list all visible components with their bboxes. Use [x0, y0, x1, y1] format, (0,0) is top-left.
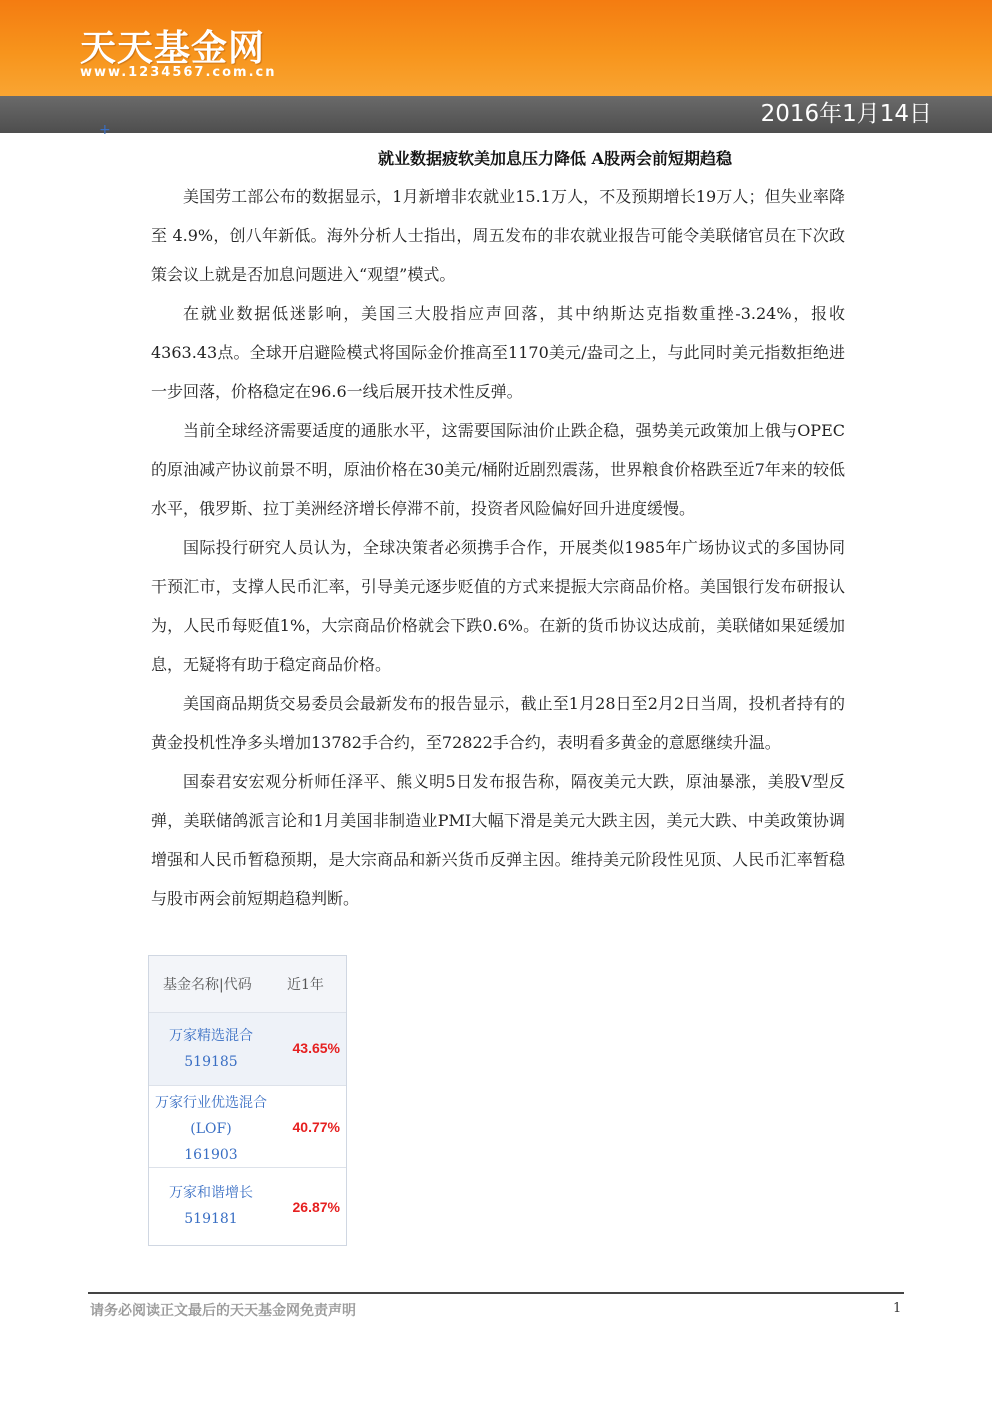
publish-date: 2016年1月14日 — [760, 101, 932, 127]
site-url[interactable]: www.1234567.com.cn — [80, 65, 277, 80]
fund-name[interactable]: 万家精选混合 — [169, 1028, 253, 1044]
fund-table-header — [149, 956, 346, 1013]
article-paragraph: 在就业数据低迷影响，美国三大股指应声回落，其中纳斯达克指数重挫-3.24%，报收4363.43点。全球开启避险模式将国际金价推高至1170美元/盎司之上，与此同时美元指数拒绝进一步回落，价格稳定在96.6一线后展开技术性反弹。 — [151, 304, 845, 401]
fund-return: 26.87% — [292, 1199, 340, 1215]
fund-name-link[interactable] — [149, 1090, 273, 1168]
table-row[interactable] — [149, 1168, 346, 1244]
table-row[interactable] — [149, 1086, 346, 1168]
fund-code[interactable]: 161903 — [184, 1147, 238, 1163]
article-paragraph: 当前全球经济需要适度的通胀水平，这需要国际油价止跌企稳，强势美元政策加上俄与OPEC的原油减产协议前景不明，原油价格在30美元/桶附近剧烈震荡，世界粮食价格跌至近7年来的较低水平，俄罗斯、拉丁美洲经济增长停滞不前，投资者风险偏好回升进度缓慢。 — [151, 421, 845, 518]
article-paragraph: 国际投行研究人员认为，全球决策者必须携手合作，开展类似1985年广场协议式的多国协同干预汇市，支撑人民币汇率，引导美元逐步贬值的方式来提振大宗商品价格。美国银行发布研报认为，人民币每贬值1%，大宗商品价格就会下跌0.6%。在新的货币协议达成前，美联储如果延缓加息，无疑将有助于稳定商品价格。 — [151, 538, 845, 674]
article-body — [151, 177, 845, 918]
fund-code[interactable]: 519185 — [184, 1054, 238, 1070]
disclaimer-note: 请务必阅读正文最后的天天基金网免责声明 — [90, 1303, 356, 1319]
fund-return: 40.77% — [292, 1119, 340, 1135]
fund-name[interactable]: 万家行业优选混合(LOF) — [155, 1095, 267, 1137]
article-paragraph: 国泰君安宏观分析师任泽平、熊义明5日发布报告称，隔夜美元大跌，原油暴涨，美股V型反弹，美联储鸽派言论和1月美国非制造业PMI大幅下滑是美元大跌主因，美元大跌、中美政策协调增强和人民币暂稳预期，是大宗商品和新兴货币反弹主因。维持美元阶段性见顶、人民币汇率暂稳与股市两会前短期趋稳判断。 — [151, 772, 845, 908]
column-header-fund-name: 基金名称|代码 — [163, 977, 252, 993]
plus-icon: + — [99, 122, 111, 138]
article-paragraph: 美国劳工部公布的数据显示，1月新增非农就业15.1万人，不及预期增长19万人；但失业率降至 4.9%，创八年新低。海外分析人士指出，周五发布的非农就业报告可能令美联储官员在下次政策会议上就是否加息问题进入“观望”模式。 — [151, 187, 845, 284]
page-number: 1 — [893, 1301, 902, 1316]
column-header-1y-return: 近1年 — [287, 977, 324, 993]
site-logo[interactable]: 天天基金网 — [80, 28, 266, 69]
article-paragraph: 美国商品期货交易委员会最新发布的报告显示，截止至1月28日至2月2日当周，投机者持有的黄金投机性净多头增加13782手合约，至72822手合约，表明看多黄金的意愿继续升温。 — [151, 694, 845, 752]
fund-name-link[interactable] — [149, 1180, 273, 1232]
table-row[interactable] — [149, 1013, 346, 1086]
fund-table — [148, 955, 347, 1246]
fund-code[interactable]: 519181 — [184, 1211, 238, 1227]
footer-divider — [88, 1292, 904, 1294]
fund-name[interactable]: 万家和谐增长 — [169, 1185, 253, 1201]
article-title: 就业数据疲软美加息压力降低 A股两会前短期趋稳 — [378, 149, 732, 168]
fund-name-link[interactable] — [149, 1023, 273, 1075]
fund-return: 43.65% — [292, 1040, 340, 1056]
